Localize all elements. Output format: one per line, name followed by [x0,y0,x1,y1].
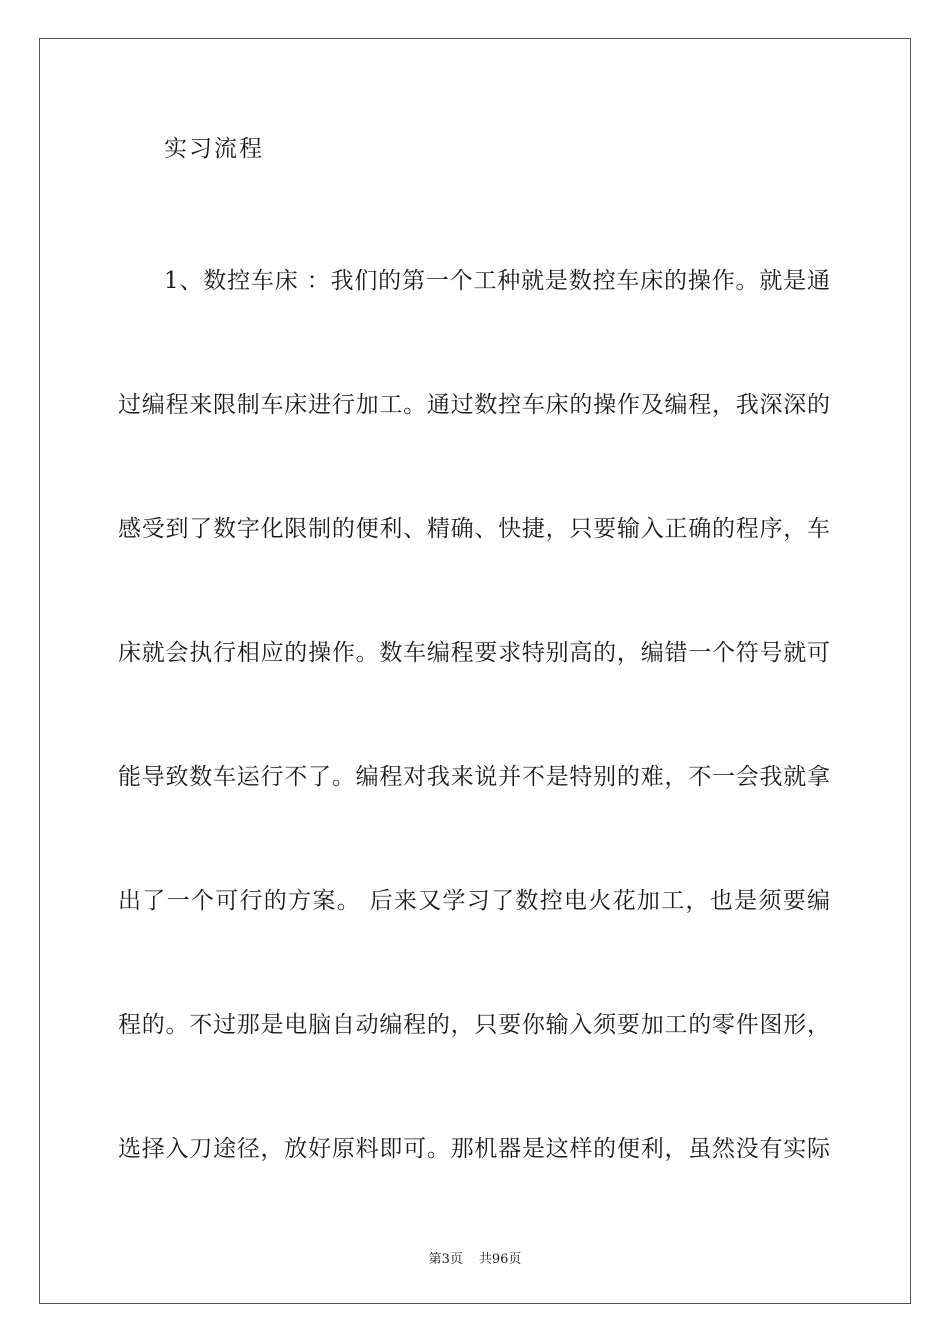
page-number: 第3页 [428,1252,463,1267]
page-total: 共96页 [478,1252,522,1267]
body-text-line: 选择入刀途径，放好原料即可。那机器是这样的便利，虽然没有实际 [118,1136,830,1162]
body-text-line: 感受到了数字化限制的便利、精确、快捷，只要输入正确的程序，车 [118,516,830,542]
page-border [39,38,911,1304]
page-footer [0,1248,950,1267]
section-title: 实习流程 [164,136,264,162]
body-text-line: 床就会执行相应的操作。数车编程要求特别高的，编错一个符号就可 [118,640,830,666]
body-text-line: 过编程来限制车床进行加工。通过数控车床的操作及编程，我深深的 [118,392,830,418]
body-text-line: 程的。不过那是电脑自动编程的，只要你输入须要加工的零件图形， [118,1012,830,1038]
body-text-line: 1、数控车床 ：我们的第一个工种就是数控车床的操作。就是通 [164,268,830,294]
body-text-line: 出了一个可行的方案。 后来又学习了数控电火花加工，也是须要编 [118,888,830,914]
body-text-line: 能导致数车运行不了。编程对我来说并不是特别的难，不一会我就拿 [118,764,830,790]
